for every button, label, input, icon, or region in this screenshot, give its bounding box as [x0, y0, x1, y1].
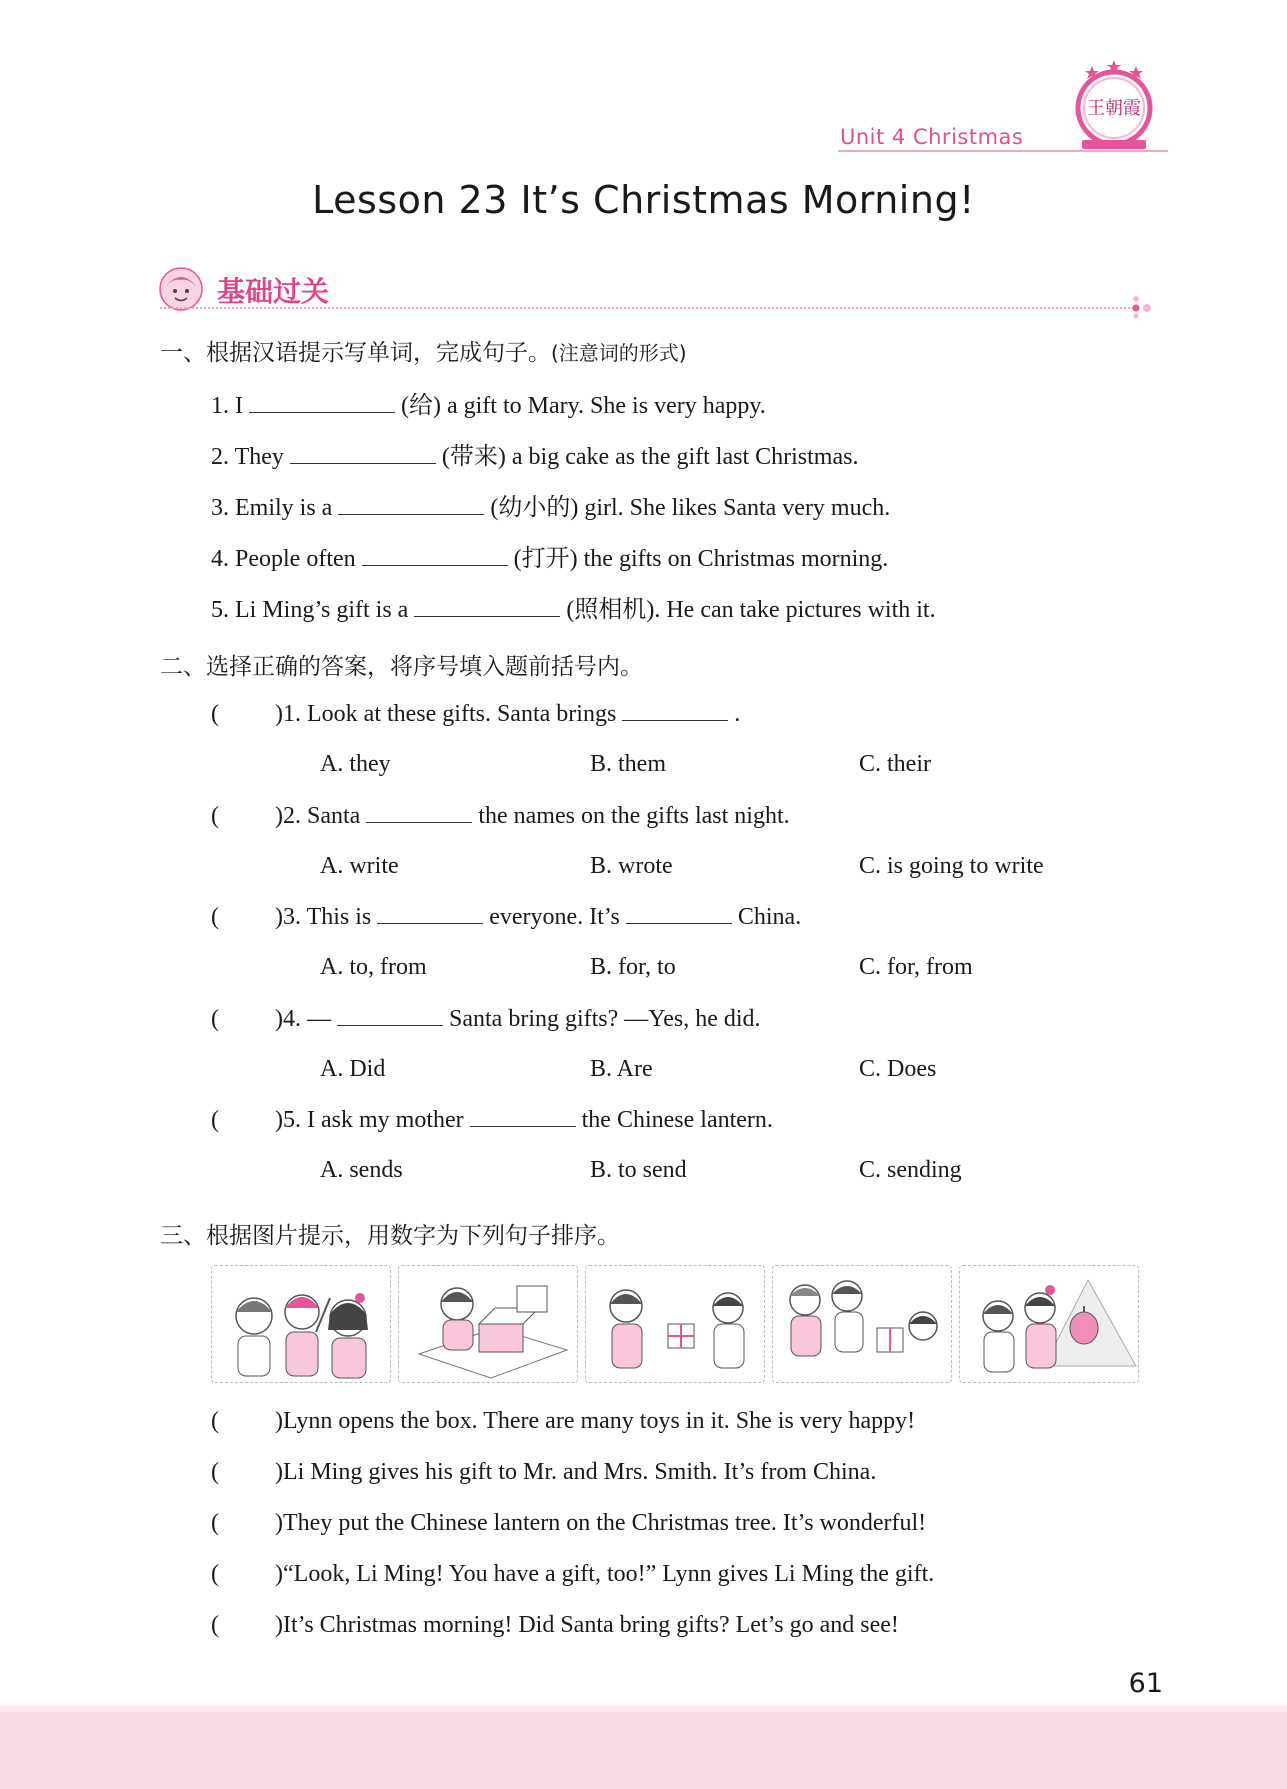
s2-question-4 — [211, 1005, 761, 1033]
s2-question-1 — [211, 700, 740, 728]
s2-q3-option-c: C. for, from — [859, 954, 973, 980]
s1-item-2 — [211, 436, 858, 471]
close-paren: ) — [275, 1510, 283, 1536]
banner-divider — [160, 307, 1138, 309]
close-paren: ) — [275, 1459, 283, 1485]
s1-item-4-hint: (打开) — [513, 546, 578, 572]
s2-q2-text-a: 2. Santa — [283, 803, 361, 829]
s1-item-1 — [211, 385, 766, 420]
s3-sentence-3-text: They put the Chinese lantern on the Christmas tree. It’s wonderful! — [283, 1510, 927, 1536]
s2-q3-text-c: China. — [737, 904, 802, 930]
s2-q5-option-a: A. sends — [320, 1157, 403, 1183]
close-paren: ) — [275, 1107, 283, 1133]
s3-sentence-2-text: Li Ming gives his gift to Mr. and Mrs. Smith. It’s from China. — [283, 1459, 877, 1485]
s1-item-2-pre: 2. They — [211, 444, 284, 470]
open-paren: ( — [211, 1006, 219, 1032]
unit-label: Unit 4 Christmas — [840, 125, 1024, 149]
picture-4-family-gift — [772, 1265, 952, 1383]
s1-item-5-hint: (照相机) — [566, 597, 655, 623]
answer-blank[interactable] — [362, 545, 508, 566]
section1-note: (注意词的形式) — [551, 341, 687, 365]
s3-sentence-1 — [211, 1408, 915, 1435]
s2-question-2 — [211, 802, 790, 830]
s2-q1-option-a: A. they — [320, 751, 391, 777]
section1-heading — [160, 334, 687, 367]
section2-heading: 二、选择正确的答案，将序号填入题前括号内。 — [160, 654, 643, 680]
s1-item-2-hint: (带来) — [441, 444, 506, 470]
close-paren: ) — [275, 1408, 283, 1434]
s1-item-1-pre: 1. I — [211, 393, 243, 419]
s1-item-2-post: a big cake as the gift last Christmas. — [511, 444, 859, 470]
answer-blank[interactable] — [626, 903, 732, 924]
close-paren: ) — [275, 1561, 283, 1587]
answer-blank[interactable] — [470, 1106, 576, 1127]
s2-q4-option-b: B. Are — [590, 1056, 653, 1082]
s1-item-3-hint: (幼小的) — [490, 495, 579, 521]
picture-3-giving-gift — [585, 1265, 765, 1383]
footer-band — [0, 1712, 1287, 1789]
s1-item-5-post: . He can take pictures with it. — [654, 597, 936, 623]
s2-q1-option-b: B. them — [590, 751, 666, 777]
s2-q5-text-a: 5. I ask my mother — [283, 1107, 464, 1133]
close-paren: ) — [275, 904, 283, 930]
open-paren: ( — [211, 803, 219, 829]
s2-q3-option-a: A. to, from — [320, 954, 427, 980]
s3-sentence-4-text: “Look, Li Ming! You have a gift, too!” Lynn gives Li Ming the gift. — [283, 1561, 935, 1587]
s3-sentence-2 — [211, 1459, 876, 1486]
answer-blank[interactable] — [338, 494, 484, 515]
answer-blank[interactable] — [290, 443, 436, 464]
open-paren: ( — [211, 701, 219, 727]
s2-q1-option-c: C. their — [859, 751, 931, 777]
open-paren: ( — [211, 1107, 219, 1133]
lesson-title: Lesson 23 It’s Christmas Morning! — [312, 178, 975, 222]
s3-sentence-5-text: It’s Christmas morning! Did Santa bring gifts? Let’s go and see! — [283, 1612, 899, 1638]
s2-question-3 — [211, 903, 801, 931]
answer-blank[interactable] — [414, 596, 560, 617]
answer-blank[interactable] — [377, 903, 483, 924]
open-paren: ( — [211, 1561, 219, 1587]
s3-sentence-5 — [211, 1612, 899, 1639]
s2-q2-option-b: B. wrote — [590, 853, 673, 879]
open-paren: ( — [211, 904, 219, 930]
open-paren: ( — [211, 1612, 219, 1638]
s2-q2-option-c: C. is going to write — [859, 853, 1044, 879]
section1-heading-text: 一、根据汉语提示写单词，完成句子。 — [160, 340, 551, 366]
s3-sentence-4 — [211, 1561, 934, 1588]
section-banner-title: 基础过关 — [217, 275, 330, 308]
open-paren: ( — [211, 1459, 219, 1485]
s1-item-3 — [211, 487, 890, 522]
s1-item-5-pre: 5. Li Ming’s gift is a — [211, 597, 409, 623]
page-number: 61 — [1128, 1668, 1163, 1699]
girl-face-icon — [158, 266, 204, 312]
s1-item-3-pre: 3. Emily is a — [211, 495, 333, 521]
s2-q4-text-a: 4. — — [283, 1006, 331, 1032]
s1-item-4 — [211, 538, 888, 573]
s2-q5-text-b: the Chinese lantern. — [581, 1107, 773, 1133]
s2-q4-option-a: A. Did — [320, 1056, 386, 1082]
picture-2-open-box — [398, 1265, 578, 1383]
s2-q4-option-c: C. Does — [859, 1056, 937, 1082]
answer-blank[interactable] — [249, 392, 395, 413]
s2-q4-text-b: Santa bring gifts? —Yes, he did. — [449, 1006, 761, 1032]
s2-q3-text-a: 3. This is — [283, 904, 372, 930]
publisher-badge — [1068, 58, 1160, 156]
close-paren: ) — [275, 701, 283, 727]
s1-item-1-post: a gift to Mary. She is very happy. — [446, 393, 766, 419]
close-paren: ) — [275, 1006, 283, 1032]
s2-q1-text-b: . — [734, 701, 741, 727]
s2-q2-text-b: the names on the gifts last night. — [478, 803, 790, 829]
picture-1-kids-cheering — [211, 1265, 391, 1383]
s2-question-5 — [211, 1106, 773, 1134]
answer-blank[interactable] — [366, 802, 472, 823]
s2-q1-text-a: 1. Look at these gifts. Santa brings — [283, 701, 617, 727]
s3-sentence-3 — [211, 1510, 926, 1537]
answer-blank[interactable] — [622, 700, 728, 721]
s1-item-1-hint: (给) — [401, 393, 441, 419]
s1-item-4-pre: 4. People often — [211, 546, 356, 572]
s1-item-5 — [211, 589, 936, 624]
s1-item-4-post: the gifts on Christmas morning. — [583, 546, 889, 572]
decorative-dots-icon — [1128, 293, 1158, 319]
s2-q3-text-b: everyone. It’s — [489, 904, 620, 930]
s2-q5-option-c: C. sending — [859, 1157, 962, 1183]
close-paren: ) — [275, 803, 283, 829]
close-paren: ) — [275, 1612, 283, 1638]
s2-q3-option-b: B. for, to — [590, 954, 676, 980]
picture-5-lantern-tree — [959, 1265, 1139, 1383]
s2-q2-option-a: A. write — [320, 853, 399, 879]
s1-item-3-post: girl. She likes Santa very much. — [584, 495, 891, 521]
s2-q5-option-b: B. to send — [590, 1157, 687, 1183]
open-paren: ( — [211, 1510, 219, 1536]
svg-text:王朝霞: 王朝霞 — [1087, 98, 1141, 119]
s3-sentence-1-text: Lynn opens the box. There are many toys in it. She is very happy! — [283, 1408, 916, 1434]
answer-blank[interactable] — [337, 1005, 443, 1026]
open-paren: ( — [211, 1408, 219, 1434]
section3-heading: 三、根据图片提示，用数字为下列句子排序。 — [160, 1223, 620, 1249]
